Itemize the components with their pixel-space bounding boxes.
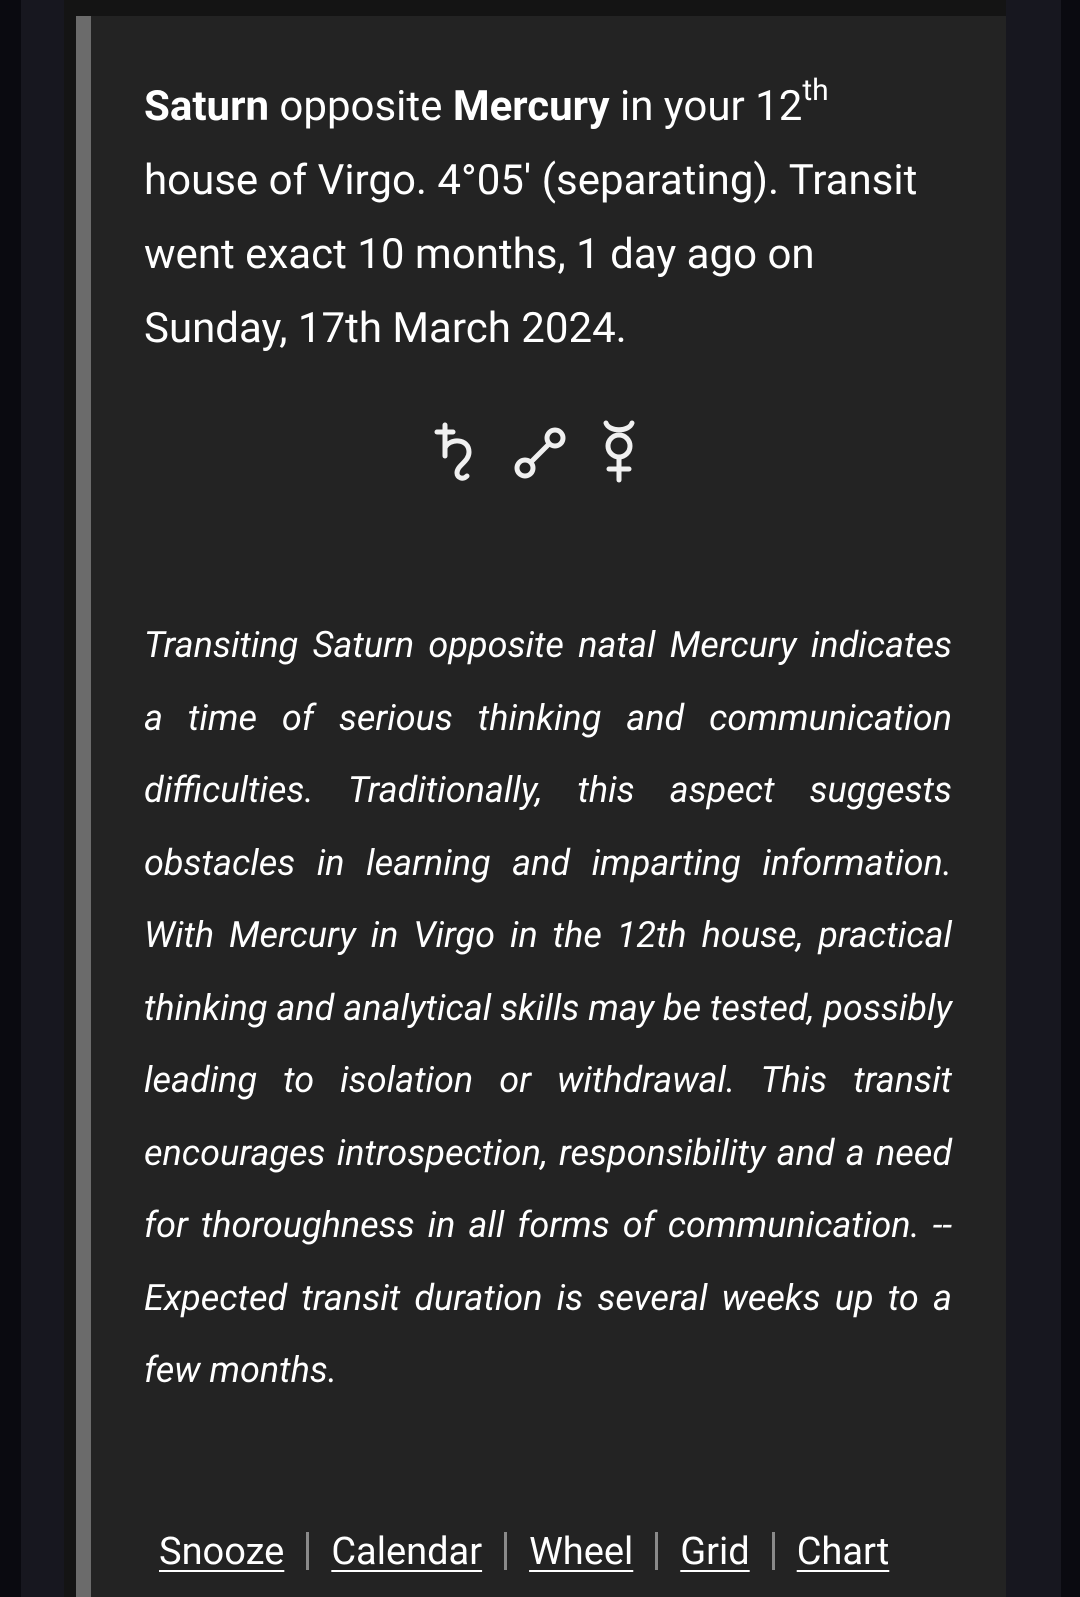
grid-link[interactable]: Grid xyxy=(680,1530,750,1574)
opposition-icon xyxy=(513,426,567,480)
saturn-icon xyxy=(433,418,477,484)
aspect-glyphs xyxy=(425,418,675,488)
link-separator xyxy=(655,1532,658,1570)
right-edge xyxy=(1061,0,1080,1597)
calendar-link[interactable]: Calendar xyxy=(331,1530,483,1574)
house-ordinal-suffix: th xyxy=(802,73,829,108)
aspect-word: opposite xyxy=(269,82,453,131)
wheel-link[interactable]: Wheel xyxy=(529,1530,634,1574)
link-separator xyxy=(504,1532,507,1570)
natal-planet: Mercury xyxy=(452,82,610,131)
transit-summary xyxy=(144,70,924,366)
right-gutter xyxy=(1006,0,1061,1597)
link-separator xyxy=(306,1532,309,1570)
action-links xyxy=(159,1522,959,1582)
link-separator xyxy=(772,1532,775,1570)
house-prefix: in your 12 xyxy=(609,82,803,131)
left-gutter xyxy=(21,0,64,1597)
transit-description: Transiting Saturn opposite natal Mercury indicates a time of serious thinking and communication difficulties. Traditionally, this aspect suggests obstacles in learning and imparting information. With Mercury in Virgo in the 12th house, practical thinking and analytical skills may be tested, possibly leading to isolation or withdrawal. This transit encourages introspection, responsibility and a need for thoroughness in all forms of communication. -- Expected transit duration is several weeks up to a few months. xyxy=(144,624,952,1391)
transit-details: house of Virgo. 4°05' (separating). Transit went exact 10 months, 1 day ago on Sunday, 17th March 2024. xyxy=(144,156,918,353)
mercury-icon xyxy=(597,418,641,484)
snooze-link[interactable]: Snooze xyxy=(159,1530,285,1574)
left-edge xyxy=(0,0,21,1597)
chart-link[interactable]: Chart xyxy=(796,1530,890,1574)
transiting-planet: Saturn xyxy=(144,82,269,131)
